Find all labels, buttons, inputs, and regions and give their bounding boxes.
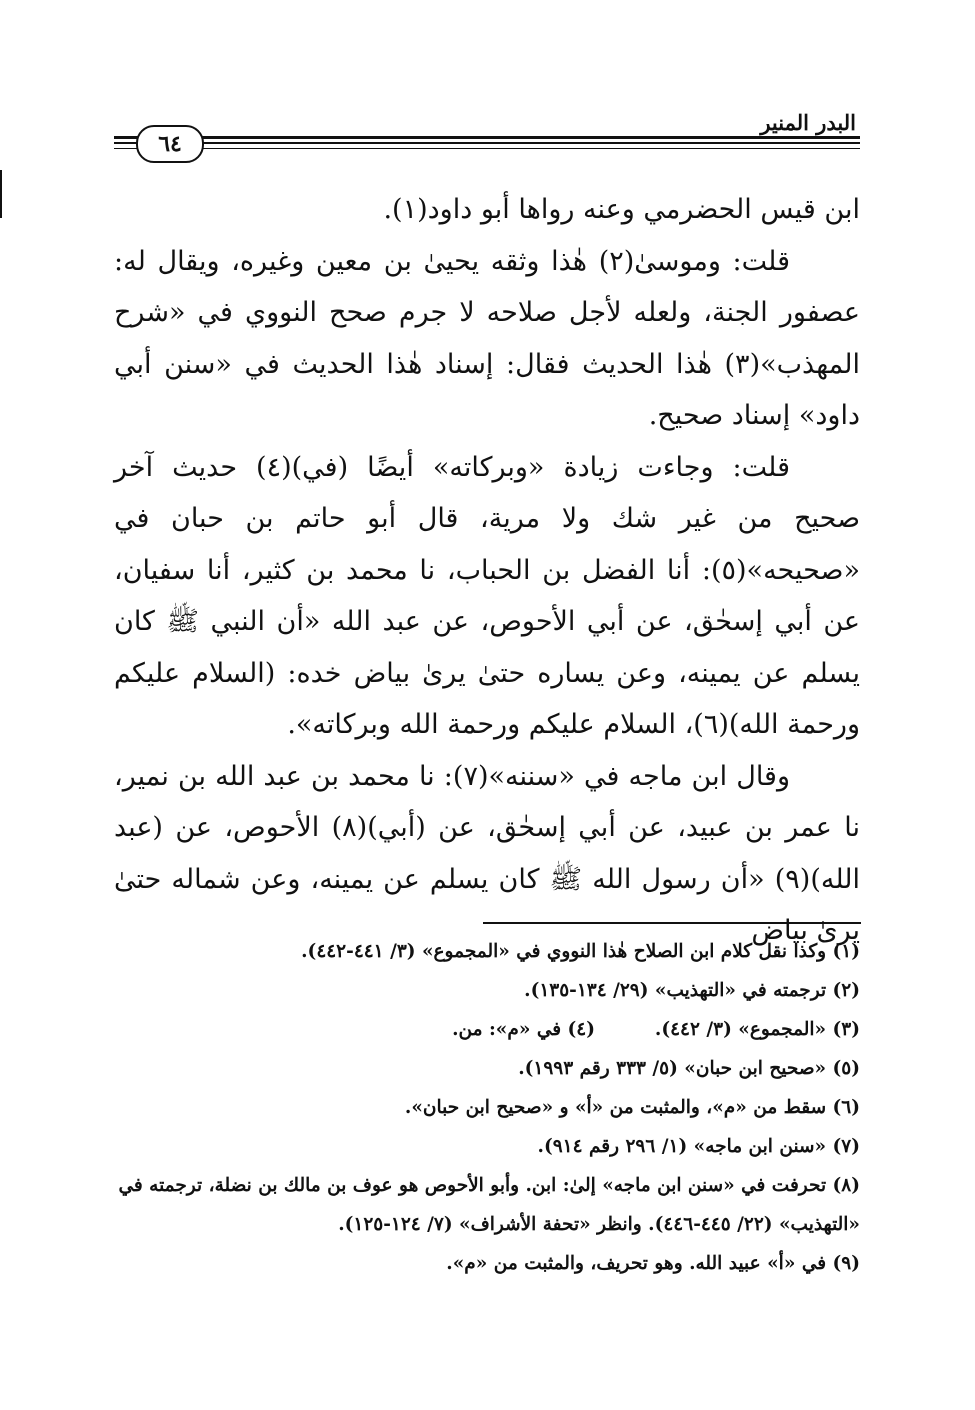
scan-edge-mark xyxy=(0,170,2,218)
footnote: (٦) سقط من «م»، والمثبت من «أ» و «صحيح ابن حبان». xyxy=(404,1097,860,1118)
footnote: (١) وكذا نقل كلام ابن الصلاح هٰذا النووي في «المجموع» (٣/ ٤٤١-٤٤٢). xyxy=(301,941,860,962)
paragraph: قلت: وموسىٰ(٢) هٰذا وثقه يحيىٰ بن معين وغيره، ويقال له: عصفور الجنة، ولعله لأجل صلاحه لا جرم صحح النووي في «شرح المهذب»(٣) هٰذا الحديث فقال: إسناد هٰذا الحديث في «سنن أبي داود» إسناد صحيح. xyxy=(114,245,860,431)
page-number: ٦٤ xyxy=(158,131,182,157)
header-rule xyxy=(114,136,860,139)
page-number-badge xyxy=(136,125,204,163)
paragraph: ابن قيس الحضرمي وعنه رواها أبو داود(١). xyxy=(383,194,860,225)
footnote: (٢) ترجمته في «التهذيب» (٢٩/ ١٣٤-١٣٥). xyxy=(524,980,860,1001)
footnote: (٤) في «م»: من. xyxy=(452,1019,595,1040)
footnote: (٥) «صحيح ابن حبان» (٥/ ٣٣٣ رقم ١٩٩٣). xyxy=(518,1058,860,1079)
footnote: (٩) في «أ» عبيد الله. وهو تحريف، والمثبت من «م». xyxy=(446,1253,860,1274)
page-header xyxy=(114,112,860,172)
footnote-pair xyxy=(114,1010,860,1049)
header-rule xyxy=(114,148,860,149)
footnote-separator xyxy=(483,922,861,924)
paragraph: وقال ابن ماجه في «سننه»(٧): نا محمد بن عبد الله بن نمير، نا عمر بن عبيد، عن أبي إسحٰق، عن (أبي)(٨) الأحوص، عن (عبد الله)(٩) «أن رسول الله ﷺ كان يسلم عن يمينه، وعن شماله حتىٰ يرىٰ بياض xyxy=(114,760,860,946)
book-title: البدر المنير xyxy=(756,112,860,134)
footnote: (٣) «المجموع» (٣/ ٤٤٢). xyxy=(654,1019,860,1040)
header-rule xyxy=(114,142,860,144)
main-text xyxy=(114,184,860,957)
footnote: (٧) «سنن ابن ماجه» (١/ ٢٩٦ رقم ٩١٤). xyxy=(537,1136,860,1157)
footnotes xyxy=(114,932,860,1283)
paragraph: قلت: وجاءت زيادة «وبركاته» أيضًا (في)(٤) حديث آخر صحيح من غير شك ولا مرية، قال أبو حاتم بن حبان في «صحيحه»(٥): أنا الفضل بن الحباب، نا محمد بن كثير، أنا سفيان، عن أبي إسحٰق، عن أبي الأحوص، عن عبد الله «أن النبي ﷺ كان يسلم عن يمينه، وعن يساره حتىٰ يرىٰ بياض خده: (السلام عليكم ورحمة الله)(٦)، السلام عليكم ورحمة الله وبركاته». xyxy=(114,451,860,740)
footnote: (٨) تحرفت في «سنن ابن ماجه» إلىٰ: ابن. وأبو الأحوص هو عوف بن مالك بن نضلة، ترجمته في «التهذيب» (٢٢/ ٤٤٥-٤٤٦). وانظر «تحفة الأشراف» (٧/ ١٢٤-١٢٥). xyxy=(118,1175,860,1235)
